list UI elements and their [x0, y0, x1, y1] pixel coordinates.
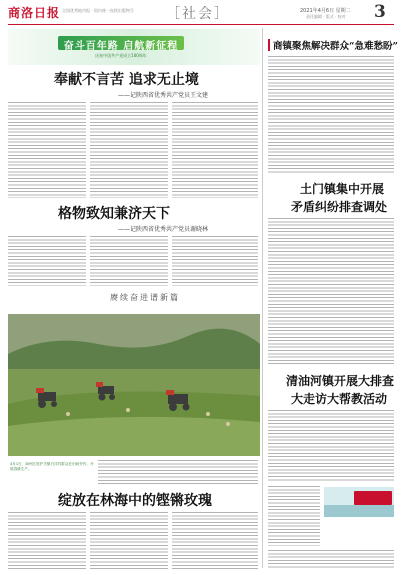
photo-heading: 赓续奋进谱新篇	[110, 293, 180, 302]
header-rule	[8, 24, 394, 25]
masthead	[0, 0, 402, 24]
article3-column-1	[8, 512, 86, 570]
article2-headline: 格物致知兼济天下	[58, 206, 170, 222]
farming-photo	[8, 314, 260, 456]
banner-subtitle: 庆祝中国共产党成立100周年	[95, 53, 147, 58]
story2-headline-line2: 矛盾纠纷排查调处	[291, 200, 388, 214]
column-divider	[262, 28, 263, 568]
photo-side-text	[98, 460, 258, 484]
story2-body	[268, 218, 394, 364]
newspaper-name: 商洛日报	[8, 6, 61, 20]
story3-headline-line1: 清油河镇开展大排查	[286, 374, 395, 388]
page-number: 3	[374, 2, 386, 22]
advert-graphic	[324, 487, 394, 517]
story1-headline: 商镇聚焦解决群众“急难愁盼”	[273, 41, 398, 52]
editor-line: 责任编辑 · 版式 · 校对	[306, 14, 346, 19]
story2-headline-line1: 土门镇集中开展	[300, 182, 385, 196]
article1-subtitle: ——记陕西省优秀共产党员王文建	[118, 92, 209, 99]
banner-title: 奋斗百年路 启航新征程	[63, 41, 179, 52]
article1-headline: 奉献不言苦 追求无止境	[54, 72, 199, 88]
story3-body	[268, 410, 394, 482]
article1-column-3	[172, 102, 258, 198]
section-label: ［社会］	[166, 6, 230, 22]
story1-marker	[268, 39, 270, 51]
farm-field-image	[8, 314, 260, 456]
article2-subtitle: ——记陕西省优秀共产党员谢晓林	[118, 226, 209, 233]
advert-image	[324, 487, 394, 517]
story1-body	[268, 56, 394, 174]
article3-headline: 绽放在林海中的铿锵玫瑰	[58, 493, 212, 509]
article1-column-2	[90, 102, 168, 198]
article2-column-2	[90, 236, 168, 286]
story3-headline-line2: 大走访大帮教活动	[291, 392, 388, 406]
footer-notice	[268, 550, 394, 570]
issue-date: 2021年4月6日 星期二	[300, 8, 351, 14]
article1-column-1	[8, 102, 86, 198]
article3-column-3	[172, 512, 258, 570]
article2-column-1	[8, 236, 86, 286]
article2-column-3	[172, 236, 258, 286]
photo-caption: 4月1日，商州区牧护关镇白洋村群众在田间劳作，开展春耕生产。	[10, 462, 94, 471]
article3-column-2	[90, 512, 168, 570]
masthead-info: 全国优秀地市报 · 国内统一连续出版物号	[62, 8, 134, 13]
story3-body-cont	[268, 486, 320, 546]
